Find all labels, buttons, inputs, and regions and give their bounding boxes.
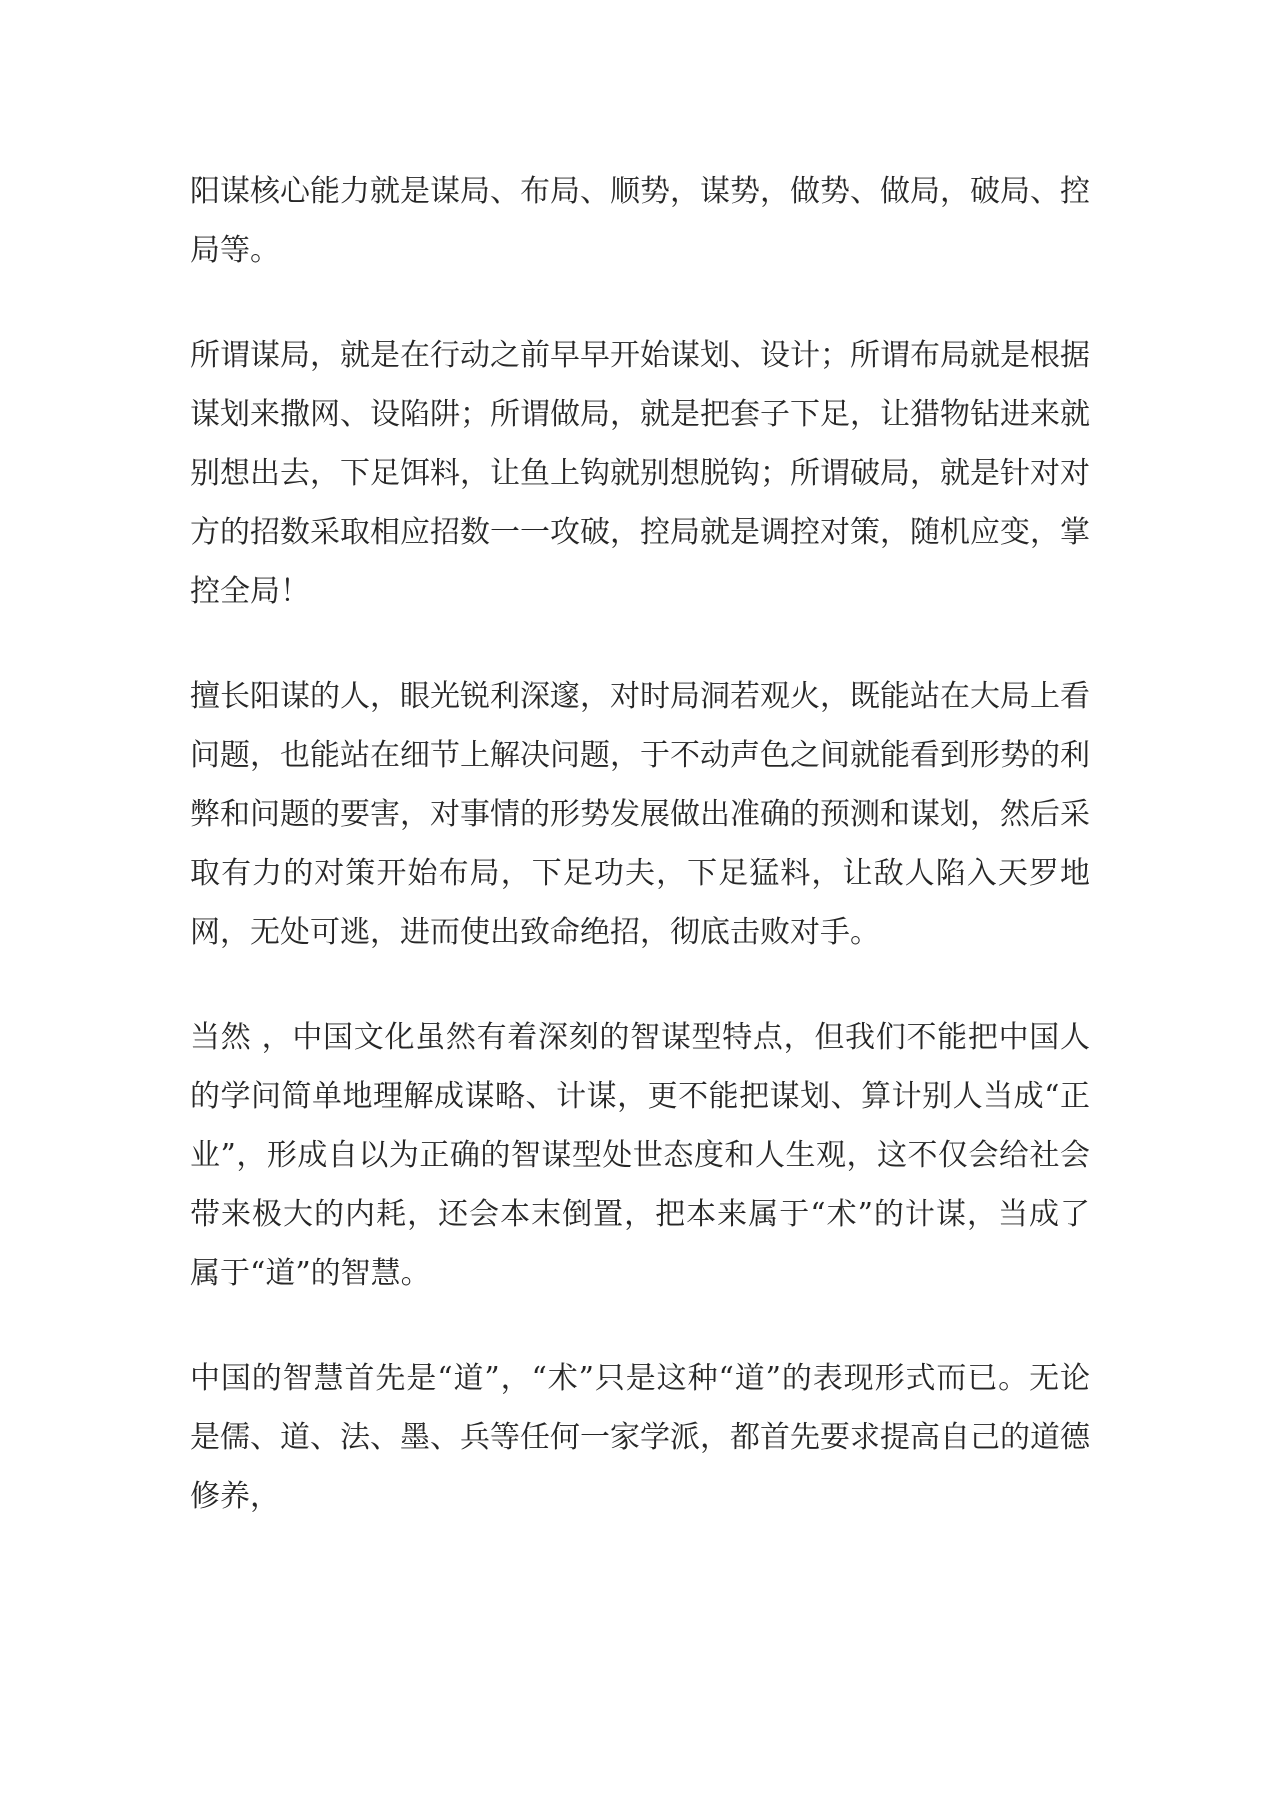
document-body (190, 162, 1090, 1526)
paragraph-dao-and-shu: 中国的智慧首先是“道”，“术”只是这种“道”的表现形式而已。无论是儒、道、法、墨、兵等任何一家学派，都首先要求提高自己的道德修养， (190, 1361, 1090, 1514)
paragraph-spacer (190, 621, 1090, 667)
paragraph-spacer (190, 280, 1090, 326)
paragraph-spacer (190, 962, 1090, 1008)
paragraph-spacer (190, 1303, 1090, 1349)
paragraph-skilled-strategists: 擅长阳谋的人，眼光锐利深邃，对时局洞若观火，既能站在大局上看问题，也能站在细节上解决问题，于不动声色之间就能看到形势的利弊和问题的要害，对事情的形势发展做出准确的预测和谋划，然后采取有力的对策开始布局，下足功夫，下足猛料，让敌人陷入天罗地网，无处可逃，进而使出致命绝招，彻底击败对手。 (190, 679, 1090, 950)
paragraph-definitions: 所谓谋局，就是在行动之前早早开始谋划、设计；所谓布局就是根据谋划来撒网、设陷阱；所谓做局，就是把套子下足，让猎物钻进来就别想出去，下足饵料，让鱼上钩就别想脱钩；所谓破局，就是针对对方的招数采取相应招数一一攻破，控局就是调控对策，随机应变，掌控全局！ (190, 338, 1090, 609)
paragraph-chinese-culture: 当然 ，中国文化虽然有着深刻的智谋型特点，但我们不能把中国人的学问简单地理解成谋略、计谋，更不能把谋划、算计别人当成“正业”，形成自以为正确的智谋型处世态度和人生观，这不仅会给社会带来极大的内耗，还会本末倒置，把本来属于“术”的计谋，当成了属于“道”的智慧。 (190, 1020, 1090, 1291)
paragraph-yangmou-core-abilities: 阳谋核心能力就是谋局、布局、顺势，谋势，做势、做局，破局、控局等。 (190, 174, 1090, 268)
